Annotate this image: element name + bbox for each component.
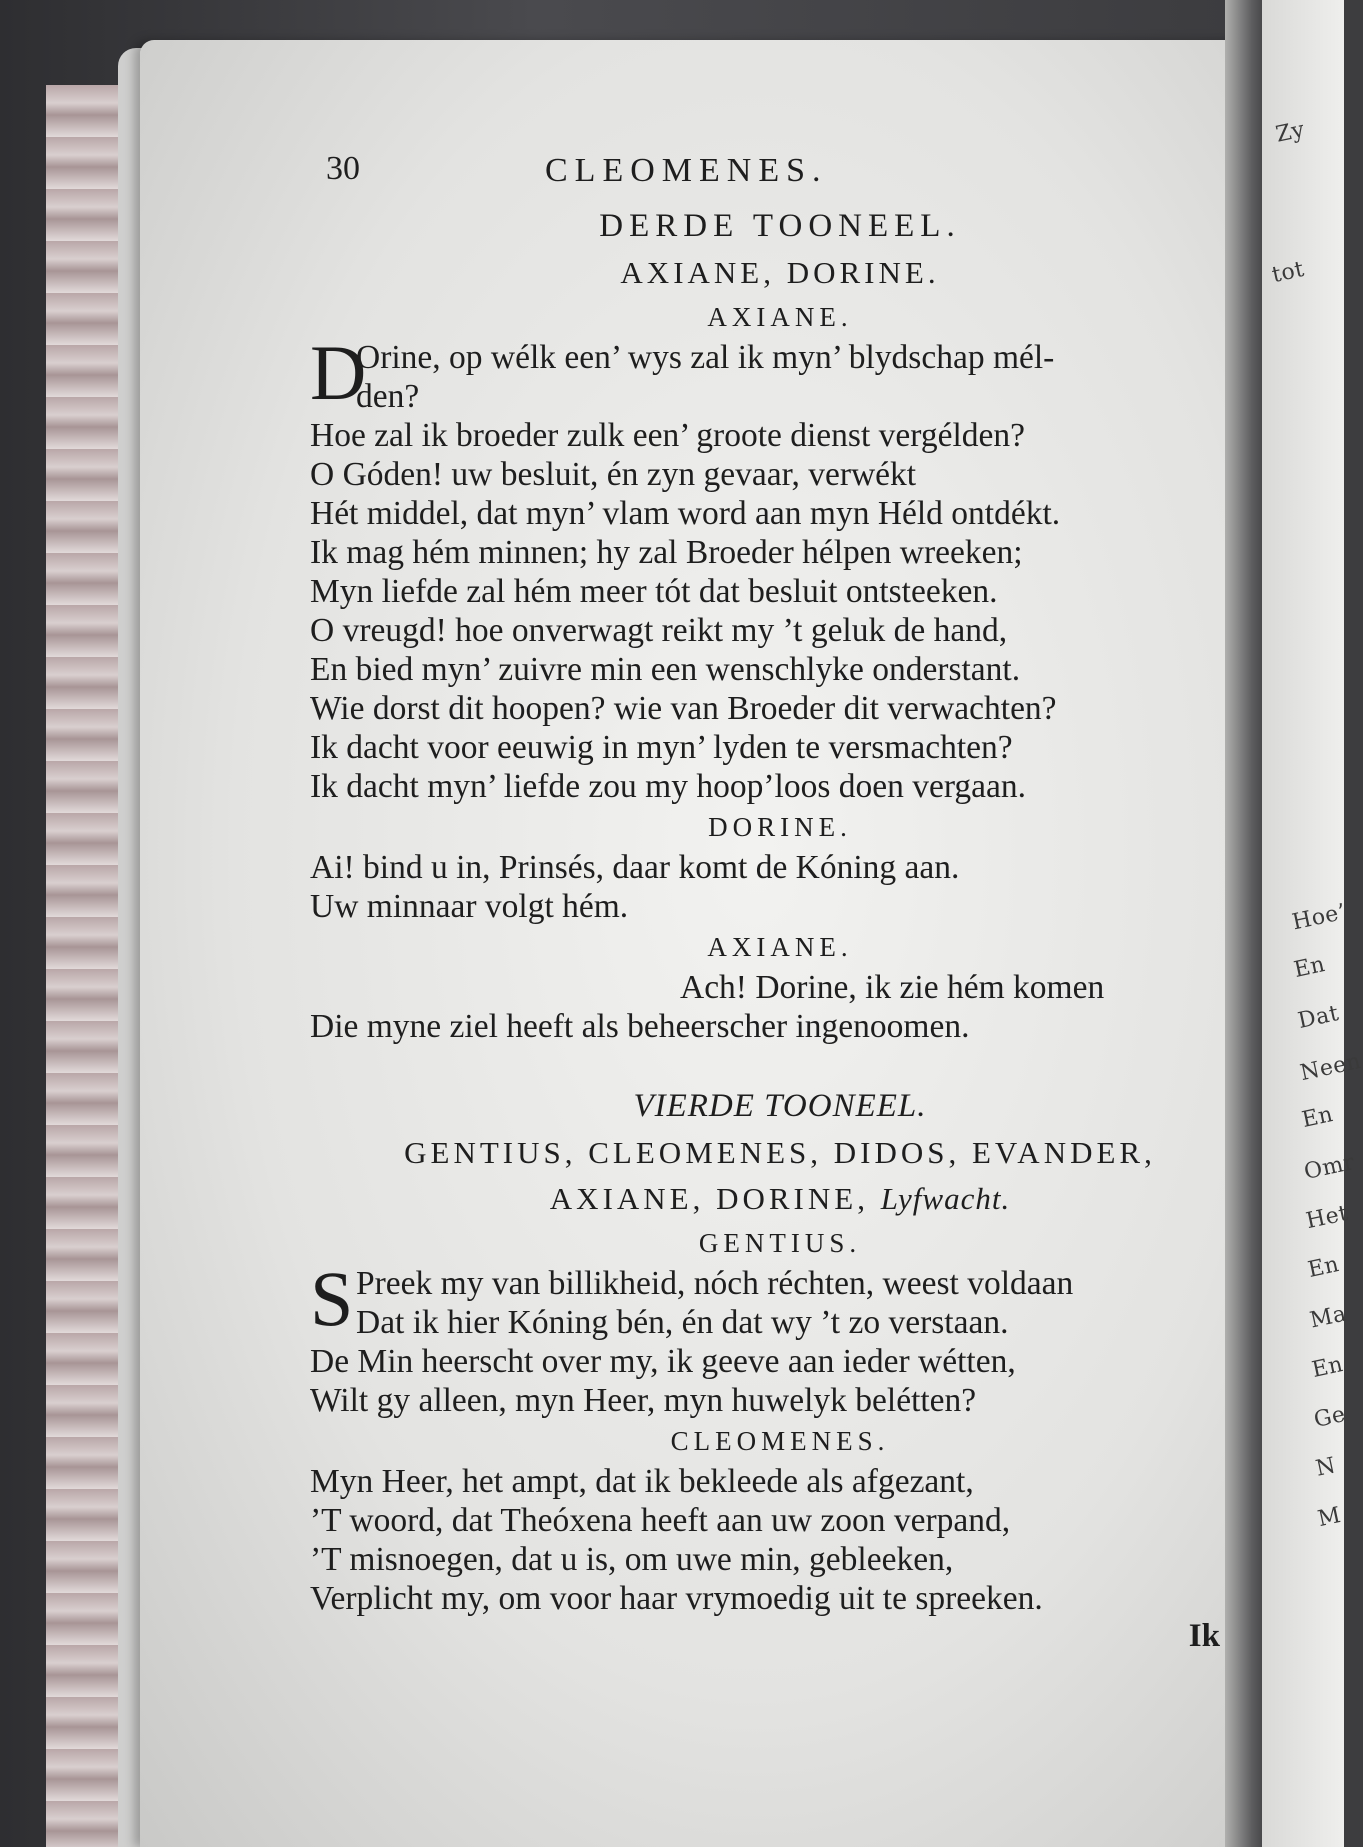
verse-line: ’T woord, dat Theóxena heeft aan uw zoon verpand, (310, 1502, 1011, 1539)
speaker-name: AXIANE. (707, 302, 853, 332)
page-header (310, 150, 1210, 202)
verse-line: Dat ik hier Kóning bén, én dat wy ’t zo verstaan. (356, 1304, 1009, 1341)
facing-page-fragment: Omr (1301, 1149, 1357, 1186)
section-gap (310, 1046, 1210, 1082)
scene-title (350, 1082, 1210, 1130)
verse-line: Verplicht my, om voor haar vrymoedig uit te spreeken. (310, 1580, 1043, 1617)
facing-page-fragment: En (1291, 952, 1328, 983)
facing-page-fragment: Hoe’ (1289, 899, 1349, 936)
scene-cast: GENTIUS, CLEOMENES, DIDOS, EVANDER, (404, 1135, 1156, 1170)
verse-line: Die myne ziel heeft als beheerscher ingenoomen. (310, 1008, 970, 1045)
catchword: Ik (1188, 1618, 1220, 1654)
facing-page-fragment: Dat (1295, 1000, 1342, 1035)
verse-line: Ach! Dorine, ik zie hém komen (680, 969, 1105, 1006)
scene-title-text: VIERDE TOONEEL. (633, 1088, 927, 1124)
drop-cap: D (310, 329, 367, 416)
scene-cast-italic: Lyfwacht. (880, 1181, 1011, 1216)
verse-line: Wilt gy alleen, myn Heer, myn huwelyk belétten? (310, 1382, 977, 1419)
verse-line: den? (356, 378, 420, 415)
verse-line: ’T misnoegen, dat u is, om uwe min, gebleeken, (310, 1541, 954, 1578)
verse-line: Ik dacht myn’ liefde zou my hoop’loos doen vergaan. (310, 768, 1027, 805)
facing-page-fragment: N (1313, 1453, 1339, 1482)
facing-page-fragment: En (1309, 1352, 1346, 1383)
speaker-name: GENTIUS. (698, 1228, 862, 1258)
verse-line: En bied myn’ zuivre min een wenschlyke onderstant. (310, 651, 1021, 688)
verse-line: Myn liefde zal hém meer tót dat besluit ontsteeken. (310, 573, 998, 610)
verse-text: Preek my van billikheid, nóch réchten, weest voldaan (356, 1265, 1074, 1302)
verse-line: Ik dacht voor eeuwig in myn’ lyden te versmachten? (310, 729, 1013, 766)
scene-cast: AXIANE, DORINE. (620, 255, 940, 290)
verse-line: O vreugd! hoe onverwagt reikt my ’t geluk de hand, (310, 612, 1008, 649)
facing-page-fragment: Neen (1298, 1048, 1363, 1087)
facing-page (1262, 0, 1363, 1847)
facing-page-fragment: Het (1303, 1200, 1351, 1235)
facing-page-fragment: tot (1269, 256, 1307, 289)
verse-line: Wie dorst dit hoopen? wie van Broeder dit verwachten? (310, 690, 1057, 727)
scene-cast (350, 1176, 1210, 1222)
verse-line: Hoe zal ik broeder zulk een’ groote dienst vergélden? (310, 417, 1025, 454)
page-text-block (310, 150, 1220, 1655)
verse-line: O Góden! uw besluit, én zyn gevaar, verwékt (310, 456, 917, 493)
facing-page-fragment: Zy (1273, 117, 1308, 148)
scene-title: DERDE TOONEEL. (599, 208, 961, 244)
verse-line: Hét middel, dat myn’ vlam word aan myn Héld ontdékt. (310, 495, 1061, 532)
page-number: 30 (326, 150, 360, 187)
scene-cast-text: AXIANE, DORINE, (549, 1181, 869, 1216)
verse-line: Myn Heer, het ampt, dat ik bekleede als afgezant, (310, 1463, 974, 1500)
verse-line: Ai! bind u in, Prinsés, daar komt de Kóning aan. (310, 849, 960, 886)
speaker-name: DORINE. (708, 812, 852, 842)
facing-page-fragment: Ge (1311, 1401, 1348, 1434)
facing-page-fragment: M (1315, 1502, 1344, 1533)
facing-page-fragment: Ma (1307, 1301, 1349, 1334)
facing-page-fragment: En (1299, 1102, 1336, 1133)
facing-page-fragment: En (1305, 1252, 1342, 1283)
speaker-name: CLEOMENES. (670, 1426, 890, 1456)
running-head: CLEOMENES. (545, 152, 828, 189)
speaker-name: AXIANE. (707, 932, 853, 962)
verse-text: Orine, op wélk een’ wys zal ik myn’ blydschap mél- (356, 339, 1055, 376)
verse-line: De Min heerscht over my, ik geeve aan ieder wétten, (310, 1343, 1016, 1380)
drop-cap: S (310, 1255, 354, 1342)
verse-line: Ik mag hém minnen; hy zal Broeder hélpen wreeken; (310, 534, 1023, 571)
verse-line: Uw minnaar volgt hém. (310, 888, 629, 925)
